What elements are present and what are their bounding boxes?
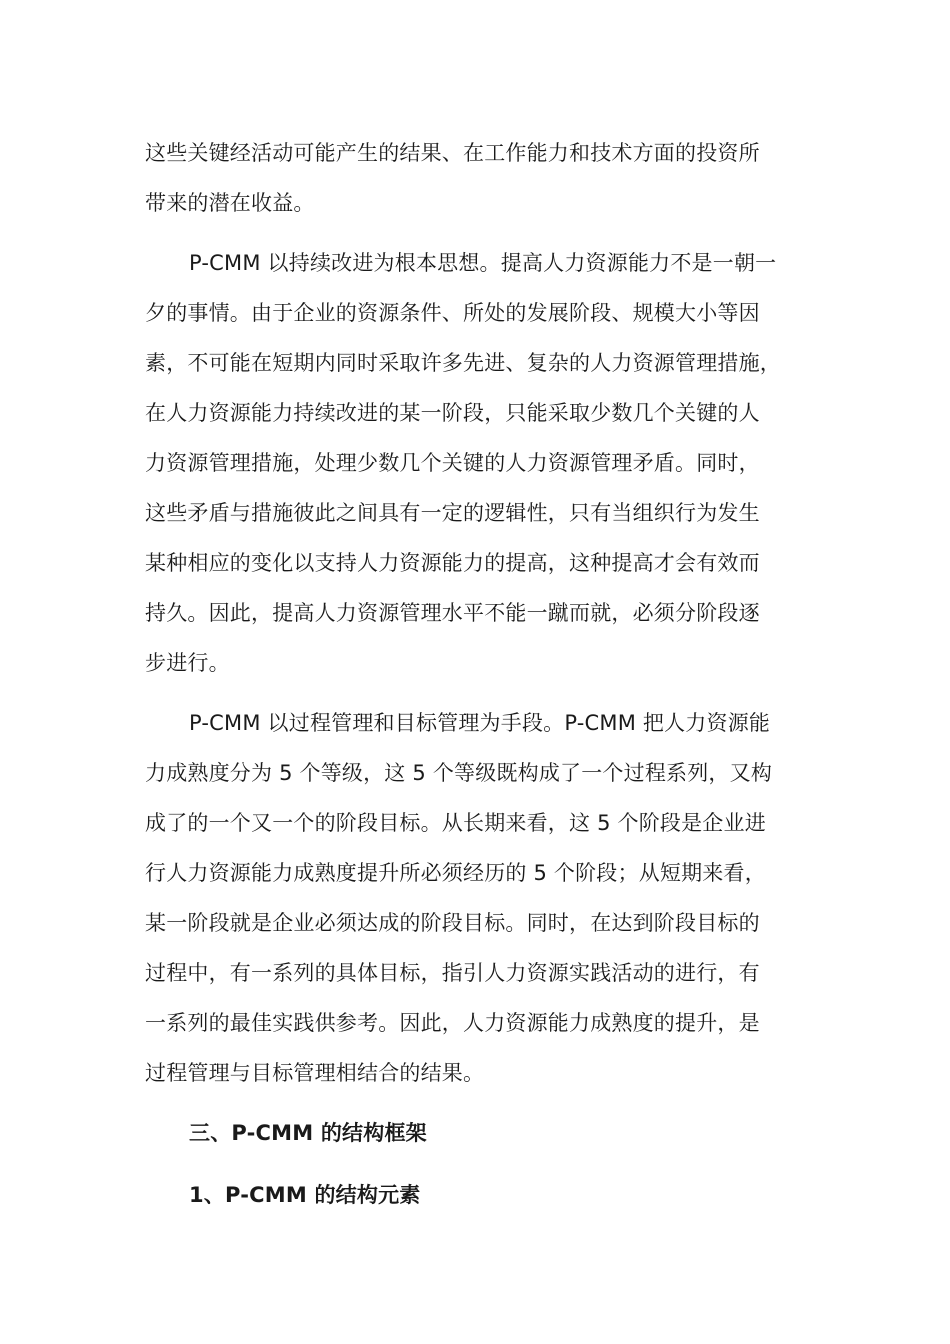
paragraph-1-line-2: 带来的潜在收益。 [145,191,315,215]
section-heading: 三、P-CMM 的结构框架 [189,1121,427,1145]
paragraph-3-line-3: 成了的一个又一个的阶段目标。从长期来看，这 5 个阶段是企业进 [145,811,766,835]
paragraph-3-line-6: 过程中，有一系列的具体目标，指引人力资源实践活动的进行，有 [145,961,760,985]
paragraph-2-line-3: 素，不可能在短期内同时采取许多先进、复杂的人力资源管理措施， [145,351,781,375]
paragraph-3-line-1: P-CMM 以过程管理和目标管理为手段。P-CMM 把人力资源能 [189,711,771,735]
paragraph-2-line-1: P-CMM 以持续改进为根本思想。提高人力资源能力不是一朝一 [189,251,777,275]
paragraph-2-line-8: 持久。因此，提高人力资源管理水平不能一蹴而就，必须分阶段逐 [145,601,760,625]
paragraph-2-line-6: 这些矛盾与措施彼此之间具有一定的逻辑性，只有当组织行为发生 [145,501,760,525]
paragraph-3-line-2: 力成熟度分为 5 个等级，这 5 个等级既构成了一个过程系列，又构 [145,761,773,785]
paragraph-3-line-8: 过程管理与目标管理相结合的结果。 [145,1061,485,1085]
paragraph-1-line-1: 这些关键经活动可能产生的结果、在工作能力和技术方面的投资所 [145,141,760,165]
subsection-heading: 1、P-CMM 的结构元素 [189,1183,421,1207]
paragraph-3-line-5: 某一阶段就是企业必须达成的阶段目标。同时，在达到阶段目标的 [145,911,760,935]
paragraph-2-line-2: 夕的事情。由于企业的资源条件、所处的发展阶段、规模大小等因 [145,301,760,325]
paragraph-3-line-7: 一系列的最佳实践供参考。因此，人力资源能力成熟度的提升，是 [145,1011,760,1035]
paragraph-2-line-4: 在人力资源能力持续改进的某一阶段，只能采取少数几个关键的人 [145,401,760,425]
paragraph-2-line-9: 步进行。 [145,651,230,675]
paragraph-2-line-5: 力资源管理措施，处理少数几个关键的人力资源管理矛盾。同时， [145,451,760,475]
paragraph-2-line-7: 某种相应的变化以支持人力资源能力的提高，这种提高才会有效而 [145,551,760,575]
paragraph-3-line-4: 行人力资源能力成熟度提升所必须经历的 5 个阶段；从短期来看， [145,861,766,885]
